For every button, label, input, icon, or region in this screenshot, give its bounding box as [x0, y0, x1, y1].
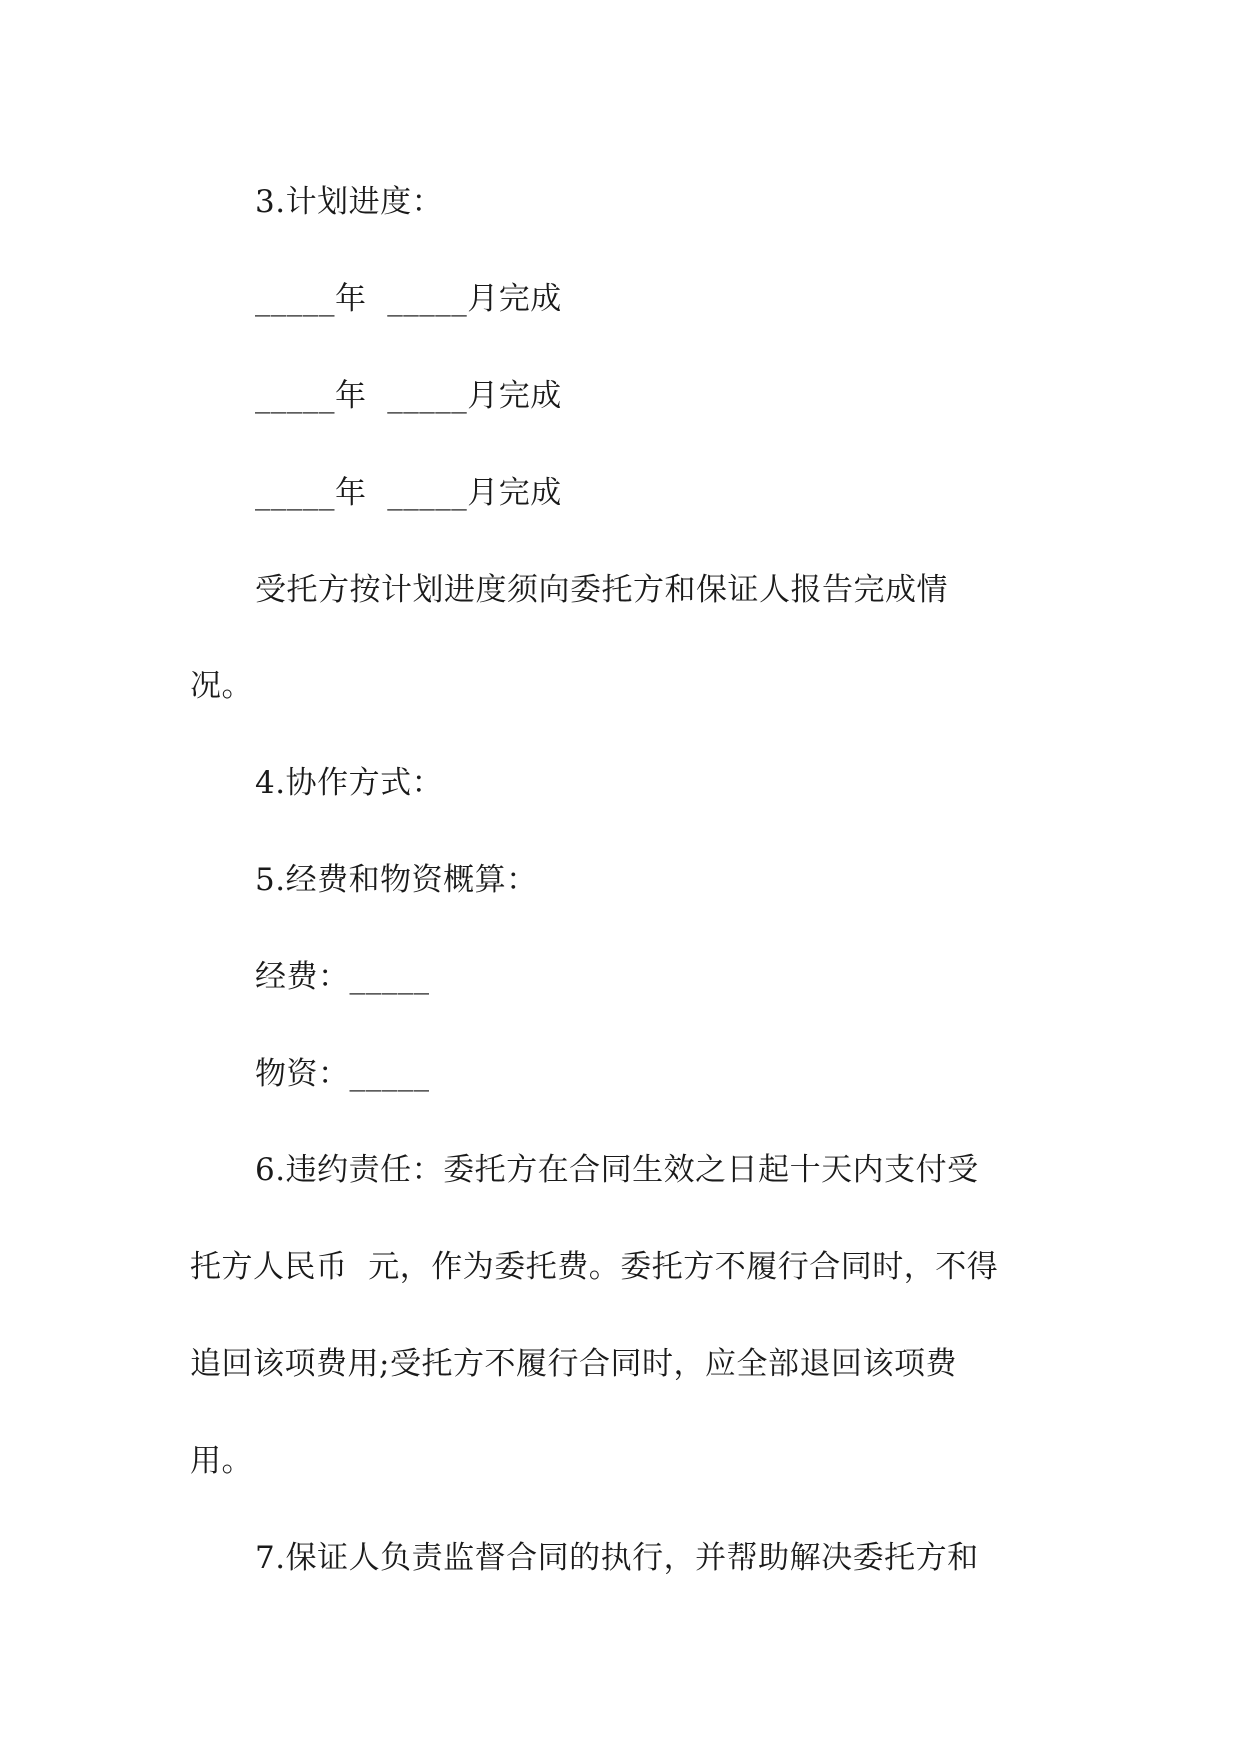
section-6-line-4: 用。 — [190, 1443, 253, 1479]
section-6-line-1: 6.违约责任：委托方在合同生效之日起十天内支付受 — [255, 1152, 979, 1188]
report-paragraph-line-1: 受托方按计划进度须向委托方和保证人报告完成情 — [255, 572, 948, 608]
materials-line: 物资：_____ — [255, 1056, 430, 1092]
schedule-line-2: _____年 _____月完成 — [255, 378, 562, 414]
section-6-line-2: 托方人民币 元，作为委托费。委托方不履行合同时，不得 — [190, 1249, 999, 1285]
funding-line: 经费：_____ — [255, 959, 430, 995]
section-6-line-3: 追回该项费用;受托方不履行合同时，应全部退回该项费 — [190, 1346, 957, 1382]
section-5-heading: 5.经费和物资概算： — [255, 862, 538, 898]
report-paragraph-line-2: 况。 — [190, 668, 253, 704]
section-3-heading: 3.计划进度： — [255, 184, 444, 220]
schedule-line-1: _____年 _____月完成 — [255, 281, 562, 317]
section-4-heading: 4.协作方式： — [255, 765, 444, 801]
schedule-line-3: _____年 _____月完成 — [255, 475, 562, 511]
section-7-line-1: 7.保证人负责监督合同的执行，并帮助解决委托方和 — [255, 1540, 979, 1576]
